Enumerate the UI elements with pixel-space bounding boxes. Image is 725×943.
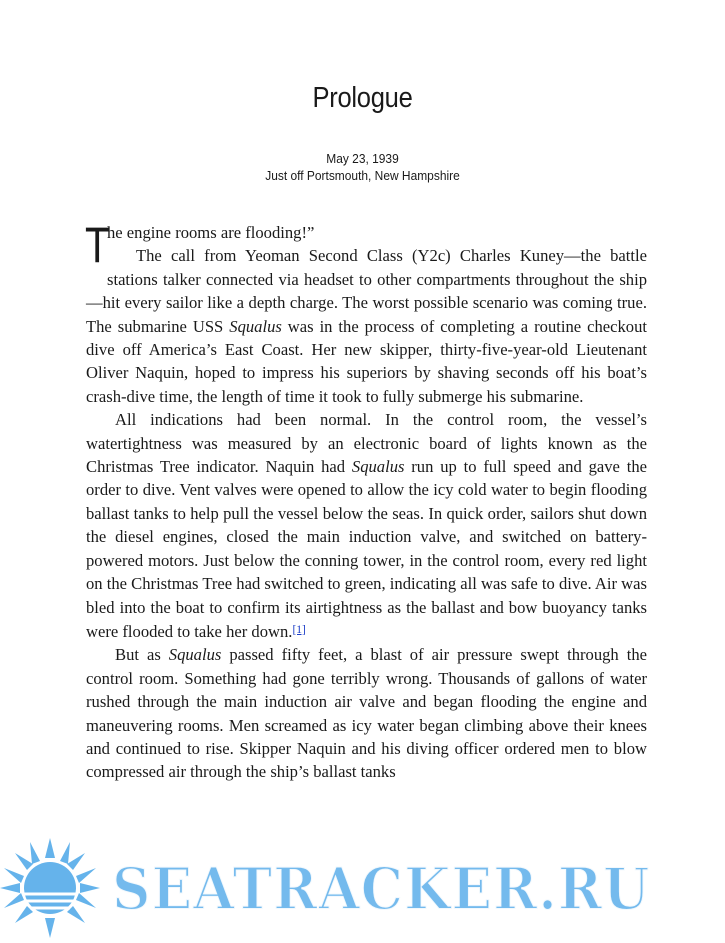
ship-name-italic: Squalus: [168, 645, 222, 665]
chapter-title: Prologue: [312, 82, 413, 114]
dateline: [29, 150, 696, 184]
paragraph-3-text-b: run up to full speed and gave the order to dive. Vent valves were opened to allow the icy cold water to begin flooding ballast tanks to help pull the vessel below the seas. In quick order, sailors shut down the diesel engines, closed the main induction valve, and switched on battery-powered motors. Just below the conning tower, in the control room, every red light on the Christmas Tree had switched to green, indicating all was safe to dive. Air was bled into the boat to confirm its airtightness as the ballast and bow buoyancy tanks were flooded to take her down.: [86, 457, 647, 641]
footnote-link[interactable]: [1]: [292, 623, 306, 636]
paragraph-3-text-a: All indications had been normal. In the control room, the vessel’s watertightness was measured by an electronic board of lights known as the Christmas Tree indicator. Naquin had: [86, 410, 647, 477]
dateline-date: May 23, 1939: [326, 151, 399, 166]
watermark-sun-icon: [0, 836, 112, 943]
paragraph-4-text-b: passed fifty feet, a blast of air pressure swept through the control room. Something had gone terribly wrong. Thousands of gallons of water rushed through the main induction air valve and began flooding the engine and maneuvering rooms. Men screamed as icy water began climbing above their knees and continued to rise. Skipper Naquin and his diving officer ordered men to blow compressed air through the ship’s ballast tanks: [86, 645, 647, 782]
paragraph-4: [86, 643, 647, 783]
dateline-location: Just off Portsmouth, New Hampshire: [265, 168, 460, 183]
paragraph-2-text-b: was in the process of completing a routine checkout dive off America’s East Coast. Her new skipper, thirty-five-year-old Lieutenant Oliver Naquin, hoped to impress his superiors by shaving seconds off his boat’s crash-dive time, the length of time it took to fully submerge his submarine.: [86, 316, 648, 406]
drop-cap: T: [85, 217, 110, 273]
paragraph-2-text-a: The call from Yeoman Second Class (Y2c) Charles Kuney—the battle stations talker connected via headset to other compartments throughout the ship—hit every sailor like a depth charge. The worst possible scenario was coming true. The submarine USS: [86, 246, 647, 336]
paragraph-4-text-a: But as: [115, 645, 169, 665]
ship-name-italic: Squalus: [351, 457, 405, 477]
body-text: [85, 217, 648, 784]
watermark-text: SEATRACKER.RU: [112, 855, 651, 923]
ship-name-italic: Squalus: [229, 316, 282, 336]
paragraph-2: [86, 244, 647, 408]
paragraph-1-text: he engine rooms are flooding!”: [107, 223, 315, 242]
paragraph-3: [86, 408, 647, 643]
paragraph-1: [85, 217, 647, 273]
